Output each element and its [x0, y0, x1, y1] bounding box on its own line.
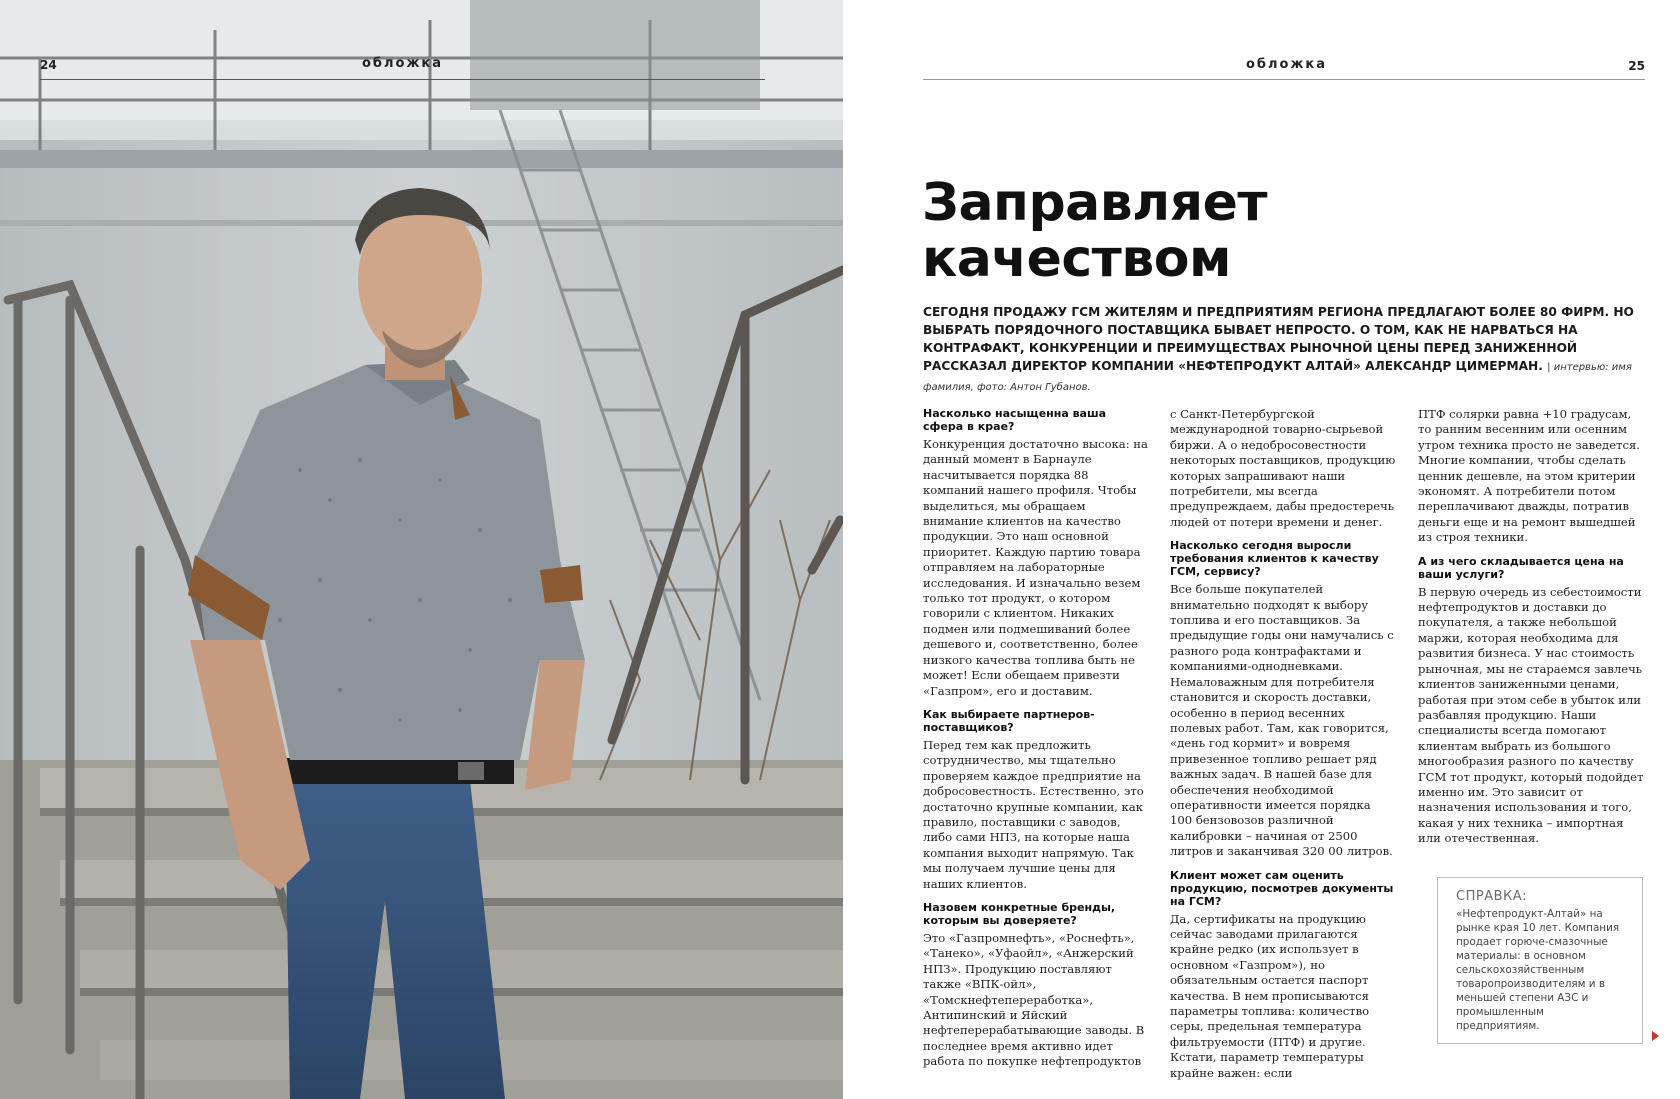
lead-text: СЕГОДНЯ ПРОДАЖУ ГСМ ЖИТЕЛЯМ И ПРЕДПРИЯТИЯМ РЕГИОНА ПРЕДЛАГАЮТ БОЛЕЕ 80 ФИРМ. НО ВЫБРАТЬ ПОРЯДОЧНОГО ПОСТАВЩИКА БЫВАЕТ НЕПРОСТО. О ТОМ, КАК НЕ НАРВАТЬСЯ НА КОНТРАФАКТ, КОНКУРЕНЦИИ И ПРЕИМУЩЕСТВАХ РЫНОЧНОЙ ЦЕНЫ ПЕРЕД ЗАНИЖЕННОЙ РАССКАЗАЛ ДИРЕКТОР КОМПАНИИ «НЕФТЕПРОДУКТ АЛТАЙ» АЛЕКСАНДР ЦИМЕРМАН.	[923, 305, 1634, 373]
answer: с Санкт-Петербургской международной товарно-сырьевой биржи. А о недобросовестности некоторых поставщиков, продукцию которых запрашивают наши потребители, мы всегда предупреждаем, дабы предостеречь людей от потери времени и денег.	[1170, 407, 1396, 529]
header-rule-left	[40, 79, 765, 80]
question: Насколько сегодня выросли требования клиентов к качеству ГСМ, сервису?	[1170, 539, 1379, 579]
info-box-text: «Нефтепродукт-Алтай» на рынке края 10 лет. Компания продает горюче-смазочные материалы: в основном сельскохозяйственным товаропроизводителям и в меньшей степени АЗС и промышленным предприятиям.	[1456, 908, 1620, 1032]
section-label-right: обложка	[1246, 57, 1327, 72]
answer: Да, сертификаты на продукцию сейчас заводами прилагаются крайне редко (их использует в основном «Газпром»), но обязательным остается паспорт качества. В нем прописываются параметры топлива: количество серы, предельная температура фильтруемости (ПТФ) и другие. Кстати, параметр температуры крайне важен: если	[1170, 911, 1370, 1080]
page-number-right: 25	[1628, 59, 1645, 73]
info-box	[1437, 877, 1643, 1044]
end-of-article-icon	[1652, 1031, 1659, 1041]
page-number-left: 24	[40, 58, 57, 72]
text-column-1	[923, 407, 1149, 1079]
article-title	[922, 175, 1522, 287]
question: Как выбираете партнеров-поставщиков?	[923, 707, 1095, 734]
title-line-2: качеством	[922, 229, 1231, 289]
question: Насколько насыщенна ваша сфера в крае?	[923, 407, 1107, 433]
answer: В первую очередь из себестоимости нефтепродуктов и доставки до покупателя, а также небольшой маржи, которая необходима для развития бизнеса. У нас стоимость рыночная, мы не стараемся завлечь клиентов заниженными ценами, работая при этом себе в убыток или разбавляя продукцию. Наши специалисты всегда помогают клиентам выбрать из большого многообразия разного по качеству ГСМ тот продукт, который подойдет именно им. Это зависит от назначения использования и того, какая у них техника – импортная или отечественная.	[1418, 584, 1644, 846]
answer: ПТФ солярки равна +10 градусам, то ранним весенним или осенним утром техника просто не заведется. Многие компании, чтобы сделать ценник дешевле, на этом критерии экономят. А потребители потом переплачивают дважды, потратив деньги еще и на ремонт вышедшей из строя техники.	[1418, 407, 1640, 545]
text-column-3	[1418, 407, 1644, 856]
text-column-2	[1170, 407, 1396, 1090]
article-lead	[923, 303, 1645, 397]
question: Назовем конкретные бренды, которым вы доверяете?	[923, 900, 1116, 927]
left-page-header	[40, 56, 443, 80]
answer: Все больше покупателей внимательно подходят к выбору топлива и его поставщиков. За предыдущие годы они намучались с разного рода контрафактами и компаниями-однодневками. Немаловажным для потребителя становится и скорость доставки, особенно в период весенних полевых работ. Там, как говорится, «день год кормит» и вовремя привезенное топливо решает ряд важных задач. В нашей базе для обеспечения необходимой оперативности имеется порядка 100 бензовозов различной калибровки – начиная от 2500 литров и заканчивая 320 00 литров.	[1170, 582, 1394, 859]
answer: Перед тем как предложить сотрудничество, мы тщательно проверяем каждое предприятие на добросовестность. Естественно, это достаточно крупные компании, как правило, поставщики с заводов, либо сами НПЗ, на которые наша компания выходит напрямую. Так мы получаем лучшие цены для наших клиентов.	[923, 737, 1144, 891]
section-label-left: обложка	[362, 56, 443, 71]
answer: Это «Газпромнефть», «Роснефть», «Танеко», «Уфаойл», «Анжерский НПЗ». Продукцию поставляют также «ВПК-ойл», «Томскнефтепереработка», Антипинский и Яйский нефтеперерабатывающие заводы. В последнее время активно идет работа по покупке нефтепродуктов	[923, 930, 1145, 1069]
info-box-title: СПРАВКА:	[1456, 889, 1528, 904]
right-page-header	[923, 57, 1645, 81]
question: Клиент может сам оценить продукцию, посмотрев документы на ГСМ?	[1170, 868, 1394, 908]
question: А из чего складывается цена на ваши услуги?	[1418, 554, 1624, 581]
photo-credit: | интервью: имя фамилия, фото: Антон Губанов.	[923, 362, 1632, 393]
answer: Конкуренция достаточно высока: на данный момент в Барнауле насчитывается порядка 88 компаний нашего профиля. Чтобы выделиться, мы обращаем внимание клиентов на качество продукции. Это наш основной приоритет. Каждую партию товара отправляем на лабораторные исследования. И изначально везем только тот продукт, о котором говорили с клиентом. Никаких подмен или подмешиваний более дешевого и, соответственно, более низкого качества топлива быть не может! Если обещаем привезти «Газпром», его и доставим.	[923, 437, 1148, 698]
header-rule-right	[923, 79, 1645, 80]
title-line-1: Заправляет	[922, 173, 1268, 233]
